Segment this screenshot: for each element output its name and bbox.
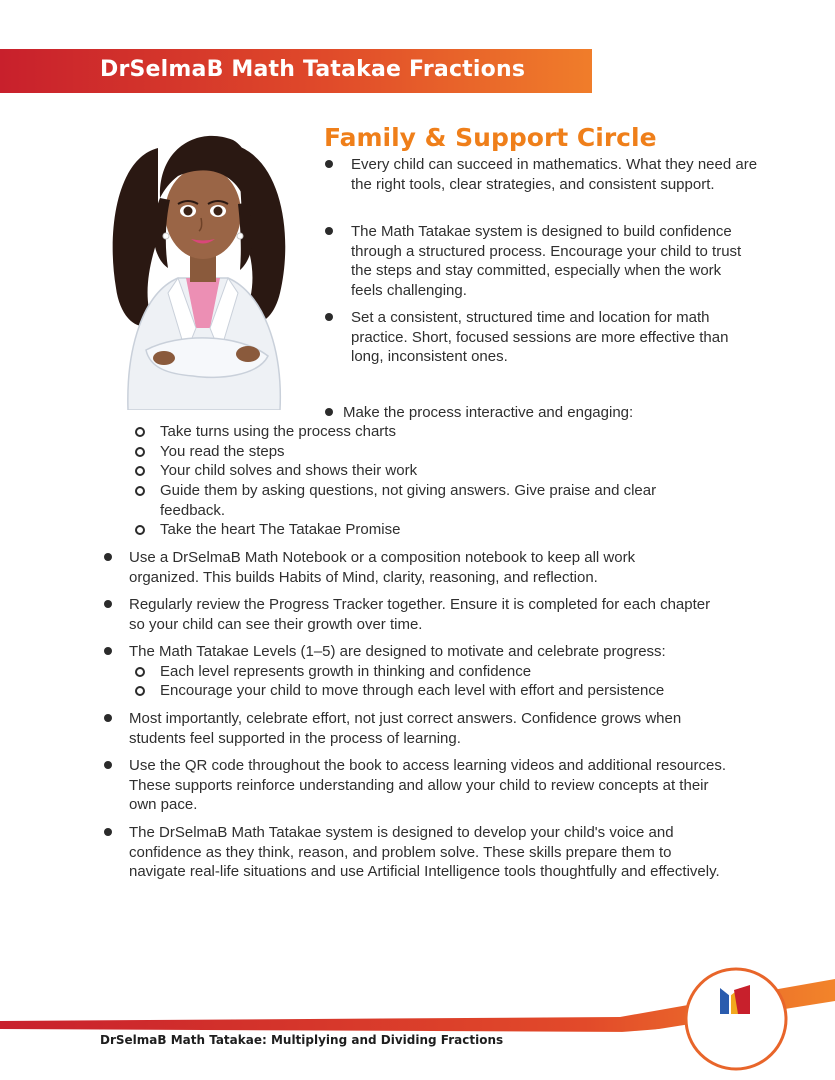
list-item: Make the process interactive and engaging: — [343, 404, 634, 421]
sub-list-item: Encourage your child to move through each level with effort and persistence — [160, 682, 665, 699]
sub-bullet-ring — [135, 447, 145, 457]
sub-bullet-ring — [135, 525, 145, 535]
footer-text: DrSelmaB Math Tatakae: Multiplying and Dividing Fractions — [100, 1033, 504, 1047]
sub-list-item: Your child solves and shows their work — [160, 462, 418, 479]
sub-bullet-ring — [135, 486, 145, 496]
sub-list-item: You read the steps — [160, 443, 285, 460]
bullet-dot — [104, 647, 112, 655]
bullet-dot — [104, 600, 112, 608]
list-item: Most importantly, celebrate effort, not just correct answers. Confidence grows when students feel supported in the process of learning. — [129, 710, 682, 747]
bullet-dot — [325, 313, 333, 321]
list-item: The Math Tatakae Levels (1–5) are designed to motivate and celebrate progress: — [129, 643, 666, 660]
sub-list-item: Take the heart The Tatakae Promise — [160, 521, 401, 538]
sub-bullet-ring — [135, 686, 145, 696]
header-title: DrSelmaB Math Tatakae Fractions — [100, 57, 526, 82]
sub-bullet-ring — [135, 466, 145, 476]
section-title: Family & Support Circle — [324, 123, 657, 152]
sub-list-item: Each level represents growth in thinking and confidence — [160, 663, 532, 680]
list-item: Use a DrSelmaB Math Notebook or a composition notebook to keep all work organized. This builds Habits of Mind, clarity, reasoning, and reflection. — [129, 549, 636, 586]
list-item: Regularly review the Progress Tracker together. Ensure it is completed for each chapter so your child can see their growth over time. — [129, 596, 711, 633]
bullet-dot — [325, 160, 333, 168]
bullet-dot — [325, 227, 333, 235]
list-item: The Math Tatakae system is designed to build confidence through a structured process. Encourage your child to trust the steps and stay committed, especially when the work feels challenging. — [351, 223, 742, 299]
bullet-dot — [104, 828, 112, 836]
sub-list-item: Guide them by asking questions, not giving answers. Give praise and clear feedback. — [160, 482, 657, 519]
teacher-illustration — [98, 118, 308, 410]
list-item: Use the QR code throughout the book to access learning videos and additional resources. These supports reinforce understanding and allow your child to review concepts at their own pace. — [129, 757, 727, 814]
list-item: Every child can succeed in mathematics. What they need are the right tools, clear strategies, and consistent support. — [351, 156, 758, 193]
sub-list-item: Take turns using the process charts — [160, 423, 396, 440]
bullet-dot — [325, 408, 333, 416]
list-item: Set a consistent, structured time and location for math practice. Short, focused sessions are more effective than long, inconsistent ones. — [351, 309, 729, 366]
list-item: The DrSelmaB Math Tatakae system is designed to develop your child's voice and confidence as they think, reason, and problem solve. These skills prepare them to navigate real-life situations and use Artificial Intelligence tools thoughtfully and effectively. — [129, 824, 720, 881]
sub-bullet-ring — [135, 667, 145, 677]
bullet-dot — [104, 761, 112, 769]
bullet-dot — [104, 553, 112, 561]
bullet-dot — [104, 714, 112, 722]
sub-bullet-ring — [135, 427, 145, 437]
logo-badge — [680, 963, 792, 1075]
